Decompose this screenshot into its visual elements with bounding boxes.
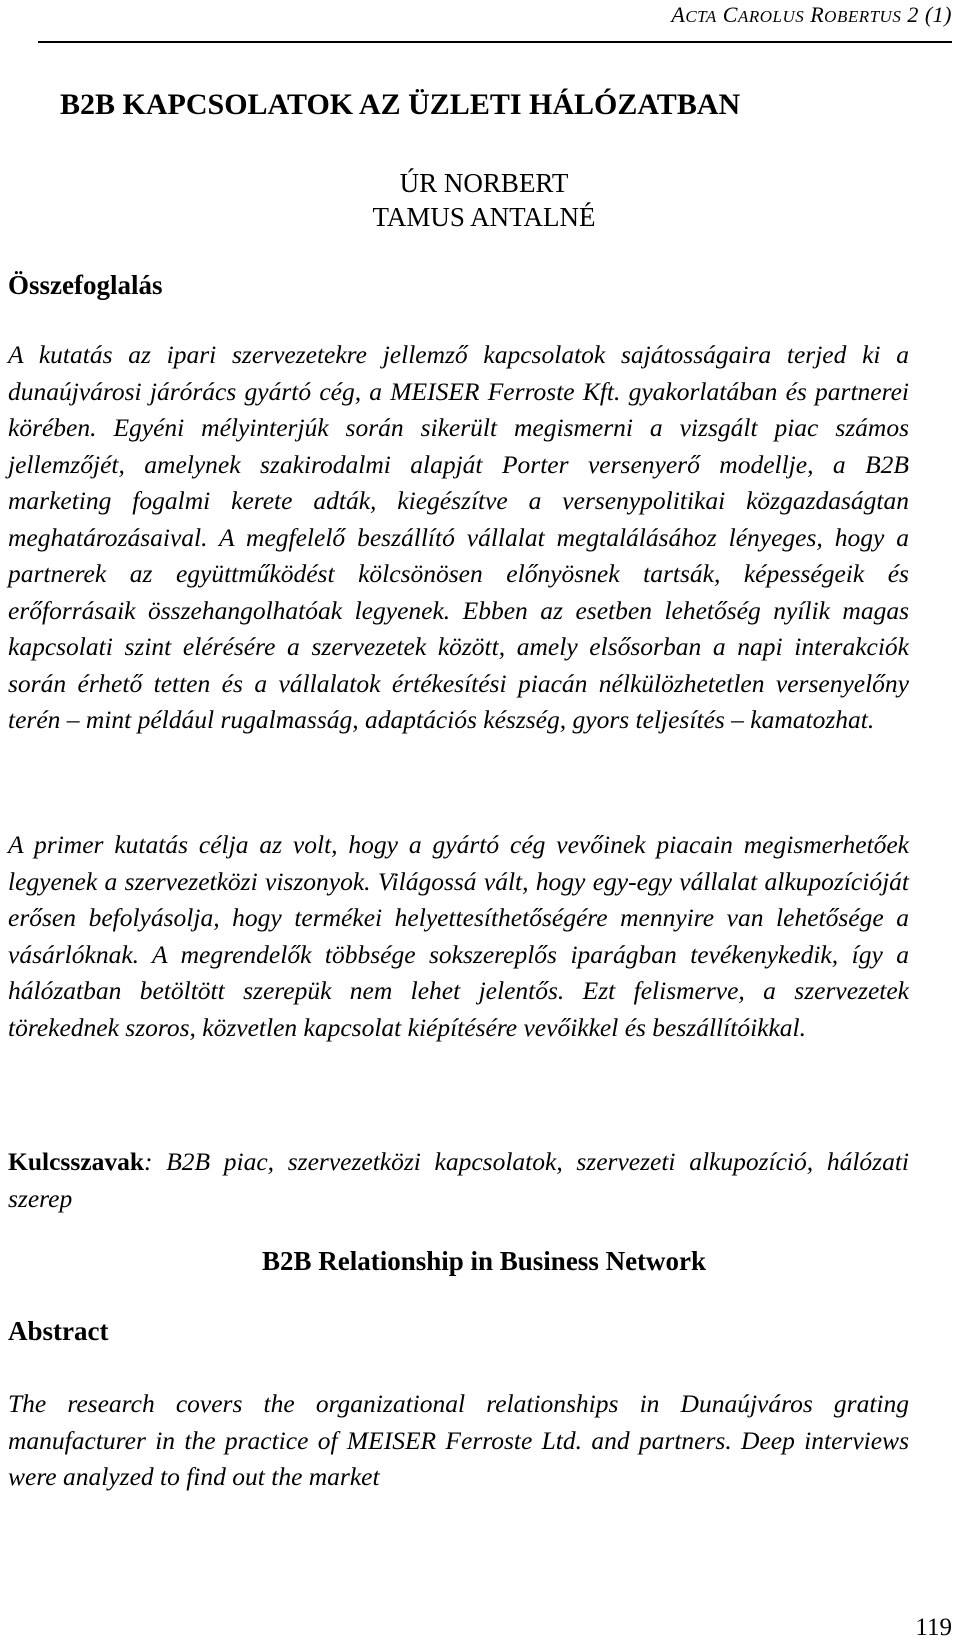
header-rule xyxy=(38,41,952,43)
english-title: B2B Relationship in Business Network xyxy=(261,1246,707,1276)
journal-name-part: OBERTUS xyxy=(824,7,902,26)
summary-paragraph-2: A primer kutatás célja az volt, hogy a gyártó cég vevőinek piacain megismerhetőek legyenek a szervezetközi viszonyok. Világossá vált, hogy egy-egy vállalat alkupozícióját erősen befolyásolja, hogy termékei helyettesíthetőségére mennyire van lehetősége a vásárlóknak. A megrendelők többsége sokszereplős iparágban tevékenykedik, így a hálózatban betöltött szerepük nem lehet jelentős. Ezt felismerve, a szervezetek törekednek szoros, közvetlen kapcsolat kiépítésére vevőikkel és beszállítóikkal. xyxy=(8,830,909,1042)
keywords xyxy=(8,1144,909,1217)
journal-name-part: C xyxy=(716,2,738,27)
journal-name-part: AROLUS xyxy=(737,7,805,26)
page-number: 119 xyxy=(915,1614,952,1641)
summary-paragraph-1: A kutatás az ipari szervezetekre jellemző kapcsolatok sajátosságaira terjed ki a dunaújvárosi járórács gyártó cég, a MEISER Ferroste Kft. gyakorlatában és partnerei körében. Egyéni mélyinterjúk során sikerült megismerni a vizsgált piac számos jellemzőjét, amelynek szakirodalmi alapját Porter versenyerő modellje, a B2B marketing fogalmi kerete adták, kiegészítve a versenypolitikai közgazdaságtan meghatározásaival. A megfelelő beszállító vállalat megtalálásához lényeges, hogy a partnerek az együttműködést kölcsönösen előnyösnek tartsák, képességeik és erőforrásaik összehangolhatóak legyenek. Ebben az esetben lehetőség nyílik magas kapcsolati szint elérésére a szervezetek között, amely elsősorban a napi interakciók során érhető tetten és a vállalatok értékesítési piacán nélkülözhetetlen versenyelőny terén – mint például rugalmasság, adaptációs készség, gyors teljesítés – kamatozhat. xyxy=(8,340,909,734)
journal-name-part: CTA xyxy=(685,7,717,26)
keywords-label: Kulcsszavak xyxy=(8,1147,145,1176)
journal-name-part: A xyxy=(671,2,686,27)
paper-title: B2B KAPCSOLATOK AZ ÜZLETI HÁLÓZATBAN xyxy=(60,88,741,121)
author-name: TAMUS ANTALNÉ xyxy=(372,202,596,232)
abstract-heading: Abstract xyxy=(8,1316,109,1346)
journal-volume: 2 (1) xyxy=(901,2,952,27)
author-name: ÚR NORBERT xyxy=(399,168,569,198)
running-header xyxy=(671,2,952,28)
author-list xyxy=(0,166,960,234)
abstract-paragraph: The research covers the organizational relationships in Dunaújváros grating manufacturer in the practice of MEISER Ferroste Ltd. and partners. Deep interviews were analyzed to find out the market xyxy=(8,1389,909,1491)
summary-heading: Összefoglalás xyxy=(8,270,163,300)
keywords-text: : B2B piac, szervezetközi kapcsolatok, szervezeti alkupozíció, hálózati szerep xyxy=(8,1147,909,1213)
journal-name-part: R xyxy=(804,2,825,27)
